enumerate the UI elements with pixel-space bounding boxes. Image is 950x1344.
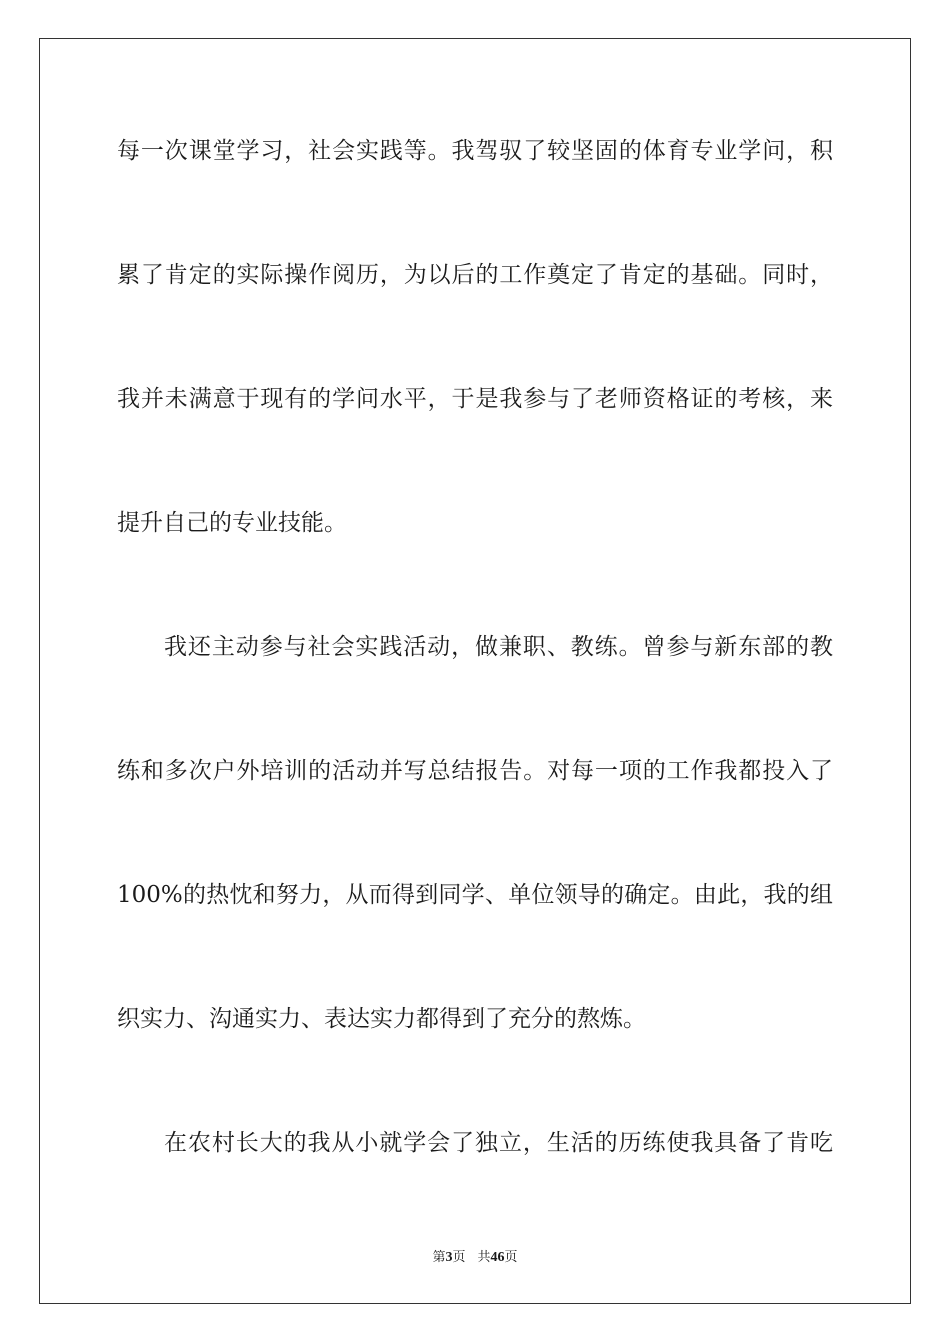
text-line: 累了肯定的实际操作阅历，为以后的工作奠定了肯定的基础。同时， [117,262,833,288]
text-line: 100%的热忱和努力，从而得到同学、单位领导的确定。由此，我的组 [117,882,833,908]
document-body [117,118,833,1234]
total-prefix: 共 [477,1250,491,1265]
total-pages: 46 [490,1250,505,1265]
page-prefix: 第 [432,1250,446,1265]
text-line: 我还主动参与社会实践活动，做兼职、教练。曾参与新东部的教 [164,634,833,660]
text-line: 每一次课堂学习，社会实践等。我驾驭了较坚固的体育专业学问，积 [117,138,833,164]
text-line: 在农村长大的我从小就学会了独立，生活的历练使我具备了肯吃 [164,1130,833,1156]
page-footer [0,1246,950,1266]
page-number: 3 [445,1250,453,1265]
text-line: 织实力、沟通实力、表达实力都得到了充分的熬炼。 [117,1006,646,1032]
text-line: 我并未满意于现有的学问水平，于是我参与了老师资格证的考核，来 [117,386,833,412]
total-suffix: 页 [504,1250,518,1265]
page-suffix: 页 [452,1250,466,1265]
text-line: 练和多次户外培训的活动并写总结报告。对每一项的工作我都投入了 [117,758,833,784]
text-line: 提升自己的专业技能。 [117,510,347,536]
